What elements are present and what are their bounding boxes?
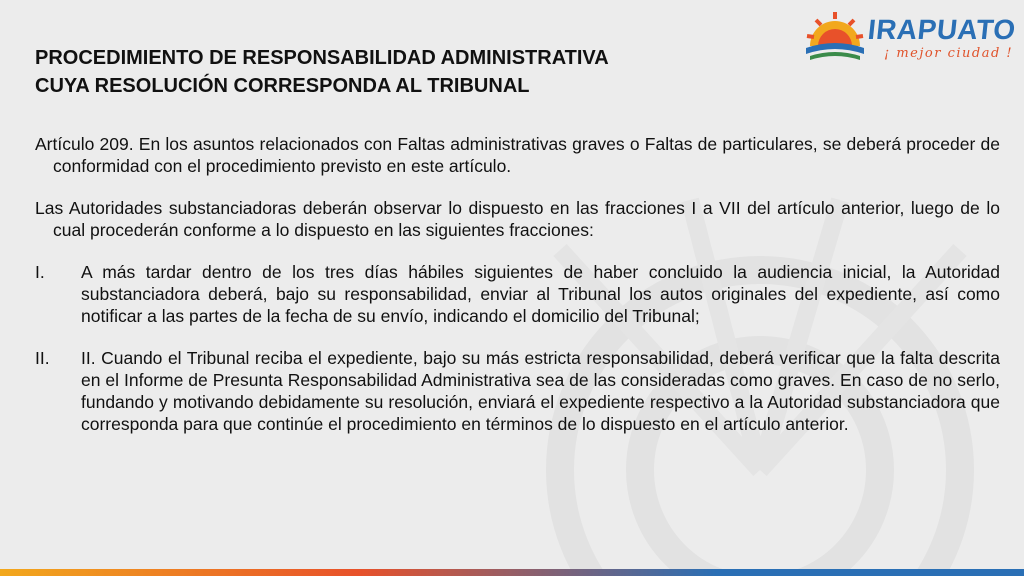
list-item: [35, 261, 1000, 327]
logo-tagline: ¡ mejor ciudad !: [884, 46, 1014, 61]
list-item-text: A más tardar dentro de los tres días hábiles siguientes de haber concluido la audiencia inicial, la Autoridad substanciadora deberá, bajo su responsabilidad, enviar al Tribunal los autos originales del expediente, así como notificar a las partes de la fecha de su envío, indicando el domicilio del Tribunal;: [81, 262, 1000, 326]
page-title: [35, 44, 735, 100]
list-item-number: I.: [35, 262, 45, 282]
paragraph-authorities: Las Autoridades substanciadoras deberán observar lo dispuesto en las fracciones I a VII del artículo anterior, luego de lo cual procederán conforme a lo dispuesto en las siguientes fracciones:: [35, 198, 1000, 240]
title-line-1: PROCEDIMIENTO DE RESPONSABILIDAD ADMINISTRATIVA: [35, 47, 609, 69]
sun-logo-icon: [804, 8, 866, 66]
irapuato-logo: [804, 8, 1018, 68]
bottom-color-bar: [0, 569, 1024, 576]
title-line-2: CUYA RESOLUCIÓN CORRESPONDA AL TRIBUNAL: [35, 75, 530, 97]
paragraph-article-209: Artículo 209. En los asuntos relacionados con Faltas administrativas graves o Faltas de particulares, se deberá proceder de conformidad con el procedimiento previsto en este artículo.: [35, 134, 1000, 176]
logo-name: IRAPUATO: [866, 14, 1018, 45]
list-item: [35, 347, 1000, 435]
document-body: [35, 133, 1000, 455]
list-item-text: II. Cuando el Tribunal reciba el expediente, bajo su más estricta responsabilidad, deberá verificar que la falta descrita en el Informe de Presunta Responsabilidad Administrativa sea de las consideradas como graves. En caso de no serlo, fundando y motivando debidamente su resolución, enviará el expediente respectivo a la Autoridad substanciadora que corresponda para que continúe el procedimiento en términos de lo dispuesto en el artículo anterior.: [81, 348, 1000, 434]
list-item-number: II.: [35, 348, 50, 368]
